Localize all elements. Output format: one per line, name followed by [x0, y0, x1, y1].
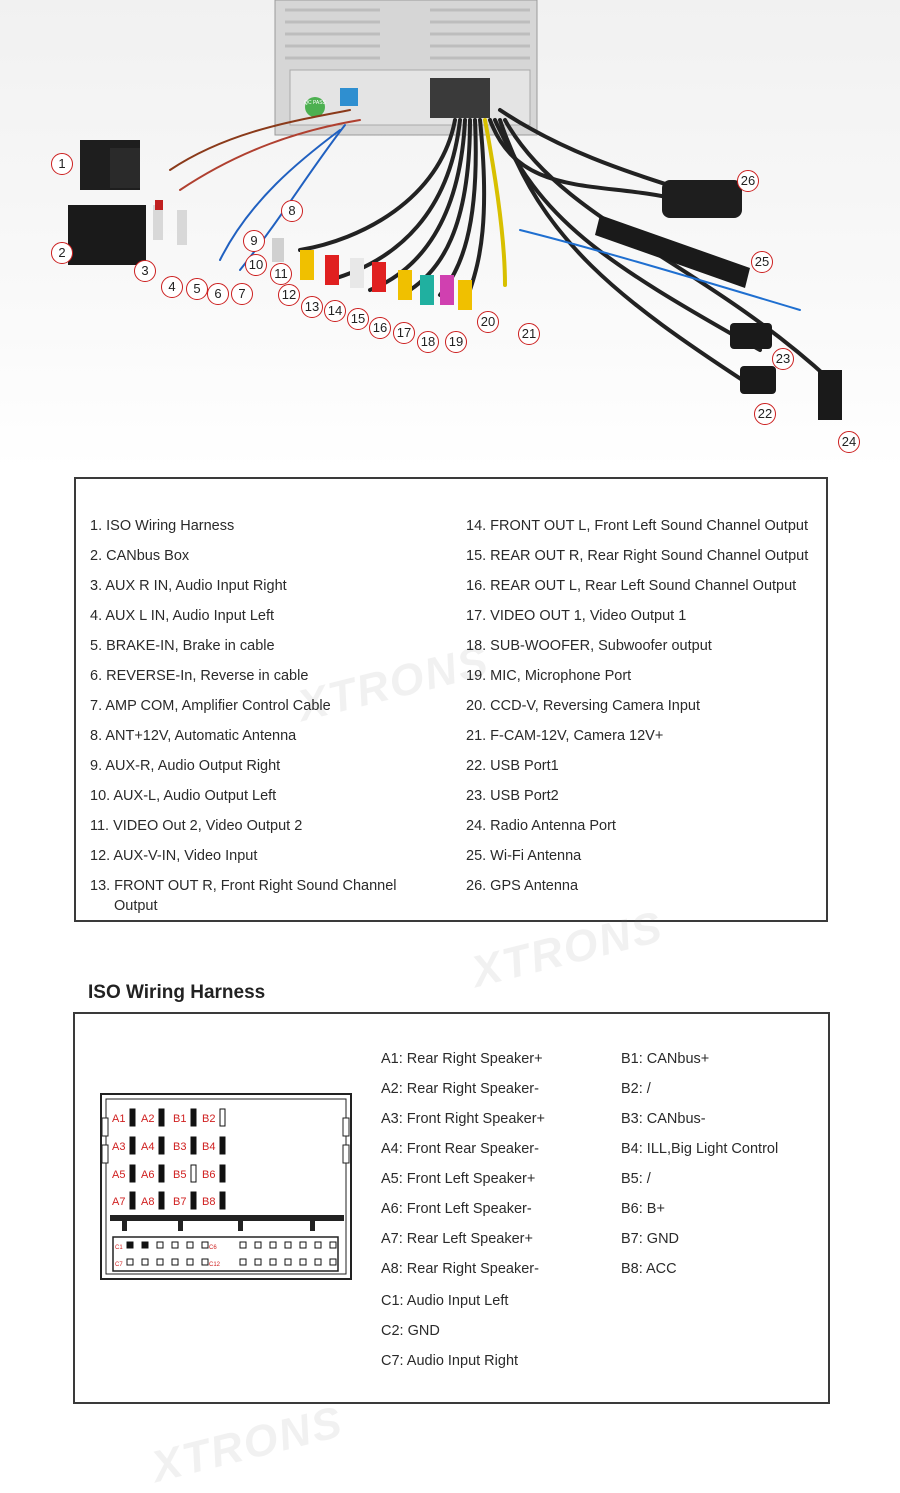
pin-label-b7: B7: [173, 1196, 187, 1208]
c-pin: [330, 1242, 336, 1248]
legend-item: 21. F-CAM-12V, Camera 12V+: [466, 728, 664, 744]
callout-25: 25: [751, 251, 773, 273]
c-pin: [255, 1259, 261, 1265]
pin-item: A5: Front Left Speaker+: [381, 1171, 536, 1187]
legend-item: 13. FRONT OUT R, Front Right Sound Channel Output: [90, 878, 397, 914]
c-pin: [270, 1259, 276, 1265]
callout-24: 24: [838, 431, 860, 453]
pin-label-a4: A4: [141, 1141, 155, 1153]
c-pin: [240, 1259, 246, 1265]
callout-18: 18: [417, 331, 439, 353]
legend-item: 1. ISO Wiring Harness: [90, 518, 235, 534]
iso-harness-connector: [80, 140, 140, 190]
pin-item: B3: CANbus-: [621, 1111, 706, 1127]
pin-list-c: [381, 1286, 518, 1376]
pin-label-a7: A7: [112, 1196, 126, 1208]
legend-item: 11. VIDEO Out 2, Video Output 2: [90, 818, 303, 834]
c-pin: [315, 1259, 321, 1265]
iso-section-title: ISO Wiring Harness: [88, 982, 266, 1003]
legend-item: 5. BRAKE-IN, Brake in cable: [90, 638, 275, 654]
legend-item: 24. Radio Antenna Port: [466, 818, 616, 834]
pin-b6: [220, 1165, 225, 1182]
c-pin: [127, 1259, 133, 1265]
legend-item: 4. AUX L IN, Audio Input Left: [90, 608, 275, 624]
c-pin: [285, 1242, 291, 1248]
c-pin-label: C6: [209, 1245, 217, 1251]
legend-item: 10. AUX-L, Audio Output Left: [90, 788, 277, 804]
legend-item: 2. CANbus Box: [90, 548, 190, 564]
callout-4: 4: [161, 276, 183, 298]
pin-b5: [191, 1165, 196, 1182]
callout-5: 5: [186, 278, 208, 300]
pin-label-a5: A5: [112, 1169, 126, 1181]
c-pin: [172, 1242, 178, 1248]
product-photo: [0, 0, 900, 470]
c-pin: [202, 1242, 208, 1248]
c-pin: [255, 1242, 261, 1248]
legend-item: 17. VIDEO OUT 1, Video Output 1: [466, 608, 687, 624]
pin-item: A8: Rear Right Speaker-: [381, 1261, 539, 1277]
legend-item: 26. GPS Antenna: [466, 878, 579, 894]
callout-9: 9: [243, 230, 265, 252]
legend-item: 16. REAR OUT L, Rear Left Sound Channel Output: [466, 578, 797, 594]
head-unit-chassis: [275, 0, 537, 135]
pin-item: B7: GND: [621, 1231, 680, 1247]
c-pin-label: C12: [209, 1262, 221, 1268]
c-pin: [330, 1259, 336, 1265]
legend-item: 7. AMP COM, Amplifier Control Cable: [90, 698, 331, 714]
pin-item: B8: ACC: [621, 1261, 677, 1277]
callout-21: 21: [518, 323, 540, 345]
legend-item: 22. USB Port1: [466, 758, 559, 774]
callout-3: 3: [134, 260, 156, 282]
c-pin: [300, 1242, 306, 1248]
pin-a4: [159, 1137, 164, 1154]
callout-17: 17: [393, 322, 415, 344]
qc-sticker-text: QC PASS: [304, 100, 326, 106]
pin-item: B2: /: [621, 1081, 651, 1097]
pin-label-b8: B8: [202, 1196, 216, 1208]
canbus-box: [68, 205, 146, 265]
c-pin: [202, 1259, 208, 1265]
callout-10: 10: [245, 254, 267, 276]
c-pin: [157, 1242, 163, 1248]
pin-label-a8: A8: [141, 1196, 155, 1208]
legend-item: 9. AUX-R, Audio Output Right: [90, 758, 281, 774]
gps-antenna: [662, 180, 742, 218]
watermark: XTRONS: [146, 1397, 349, 1492]
c-pin: [142, 1259, 148, 1265]
callout-12: 12: [278, 284, 300, 306]
pin-label-b2: B2: [202, 1113, 216, 1125]
c-pin: [270, 1242, 276, 1248]
pin-item: A3: Front Right Speaker+: [381, 1111, 546, 1127]
c-pin: [240, 1242, 246, 1248]
pin-item: B6: B+: [621, 1201, 665, 1217]
c-pin-label: C1: [115, 1245, 123, 1251]
c-pin: [157, 1259, 163, 1265]
pin-label-b1: B1: [173, 1113, 187, 1125]
pin-item: A1: Rear Right Speaker+: [381, 1051, 543, 1067]
callout-11: 11: [270, 263, 292, 285]
callout-20: 20: [477, 311, 499, 333]
legend-item: 12. AUX-V-IN, Video Input: [90, 848, 258, 864]
callout-19: 19: [445, 331, 467, 353]
legend-item: 20. CCD-V, Reversing Camera Input: [466, 698, 700, 714]
pin-a7: [130, 1192, 135, 1209]
pin-item: C2: GND: [381, 1323, 440, 1339]
legend-right-column: [466, 511, 826, 901]
pin-label-a1: A1: [112, 1113, 126, 1125]
pin-item: B4: ILL,Big Light Control: [621, 1141, 779, 1157]
c-pin-label: C7: [115, 1262, 123, 1268]
pin-b3: [191, 1137, 196, 1154]
callout-23: 23: [772, 348, 794, 370]
pin-item: B5: /: [621, 1171, 651, 1187]
legend-item: 3. AUX R IN, Audio Input Right: [90, 578, 287, 594]
c-pin: [172, 1259, 178, 1265]
wifi-antenna: [595, 215, 750, 288]
iso-connector-diagram: [100, 1093, 352, 1281]
pin-label-a3: A3: [112, 1141, 126, 1153]
radio-antenna-plug: [818, 370, 842, 420]
legend-item: 25. Wi-Fi Antenna: [466, 848, 582, 864]
pin-a8: [159, 1192, 164, 1209]
pin-item: C7: Audio Input Right: [381, 1353, 519, 1369]
callout-13: 13: [301, 296, 323, 318]
pin-label-b6: B6: [202, 1169, 216, 1181]
pin-item: A2: Rear Right Speaker-: [381, 1081, 539, 1097]
legend-left-column: [90, 511, 440, 916]
callout-26: 26: [737, 170, 759, 192]
pin-item: A6: Front Left Speaker-: [381, 1201, 532, 1217]
pin-item: A7: Rear Left Speaker+: [381, 1231, 533, 1247]
pin-item: A4: Front Rear Speaker-: [381, 1141, 539, 1157]
c-pin: [142, 1242, 148, 1248]
legend-item: 18. SUB-WOOFER, Subwoofer output: [466, 638, 712, 654]
pin-label-b5: B5: [173, 1169, 187, 1181]
pin-list-a: [381, 1044, 545, 1284]
pin-label-b4: B4: [202, 1141, 216, 1153]
callout-15: 15: [347, 308, 369, 330]
pin-item: C1: Audio Input Left: [381, 1293, 509, 1309]
callout-2: 2: [51, 242, 73, 264]
c-pin: [187, 1259, 193, 1265]
callout-6: 6: [207, 283, 229, 305]
pin-b2: [220, 1109, 225, 1126]
pin-label-b3: B3: [173, 1141, 187, 1153]
c-pin: [315, 1242, 321, 1248]
legend-item: 8. ANT+12V, Automatic Antenna: [90, 728, 297, 744]
callout-1: 1: [51, 153, 73, 175]
legend-item: 15. REAR OUT R, Rear Right Sound Channel Output: [466, 548, 809, 564]
callout-14: 14: [324, 300, 346, 322]
legend-item: 23. USB Port2: [466, 788, 559, 804]
pin-item: B1: CANbus+: [621, 1051, 710, 1067]
wiring-photo-illustration: [0, 0, 900, 470]
c-pin: [285, 1259, 291, 1265]
pin-label-a2: A2: [141, 1113, 155, 1125]
wiring-legend: [74, 477, 828, 922]
pin-a6: [159, 1165, 164, 1182]
watermark: XTRONS: [466, 902, 669, 997]
legend-item: 6. REVERSE-In, Reverse in cable: [90, 668, 309, 684]
usb-ports: [730, 323, 776, 394]
callout-8: 8: [281, 200, 303, 222]
legend-item: 14. FRONT OUT L, Front Left Sound Channel Output: [466, 518, 808, 534]
pin-b1: [191, 1109, 196, 1126]
watermark: XTRONS: [292, 636, 495, 731]
pin-list-b: [621, 1044, 778, 1284]
callout-22: 22: [754, 403, 776, 425]
callout-7: 7: [231, 283, 253, 305]
legend-item: 19. MIC, Microphone Port: [466, 668, 632, 684]
pin-b7: [191, 1192, 196, 1209]
pin-a1: [130, 1109, 135, 1126]
pin-a3: [130, 1137, 135, 1154]
c-pin: [300, 1259, 306, 1265]
pin-label-a6: A6: [141, 1169, 155, 1181]
pin-b8: [220, 1192, 225, 1209]
c-pin: [127, 1242, 133, 1248]
callout-16: 16: [369, 317, 391, 339]
c-pin: [187, 1242, 193, 1248]
pin-a2: [159, 1109, 164, 1126]
pin-b4: [220, 1137, 225, 1154]
pin-a5: [130, 1165, 135, 1182]
